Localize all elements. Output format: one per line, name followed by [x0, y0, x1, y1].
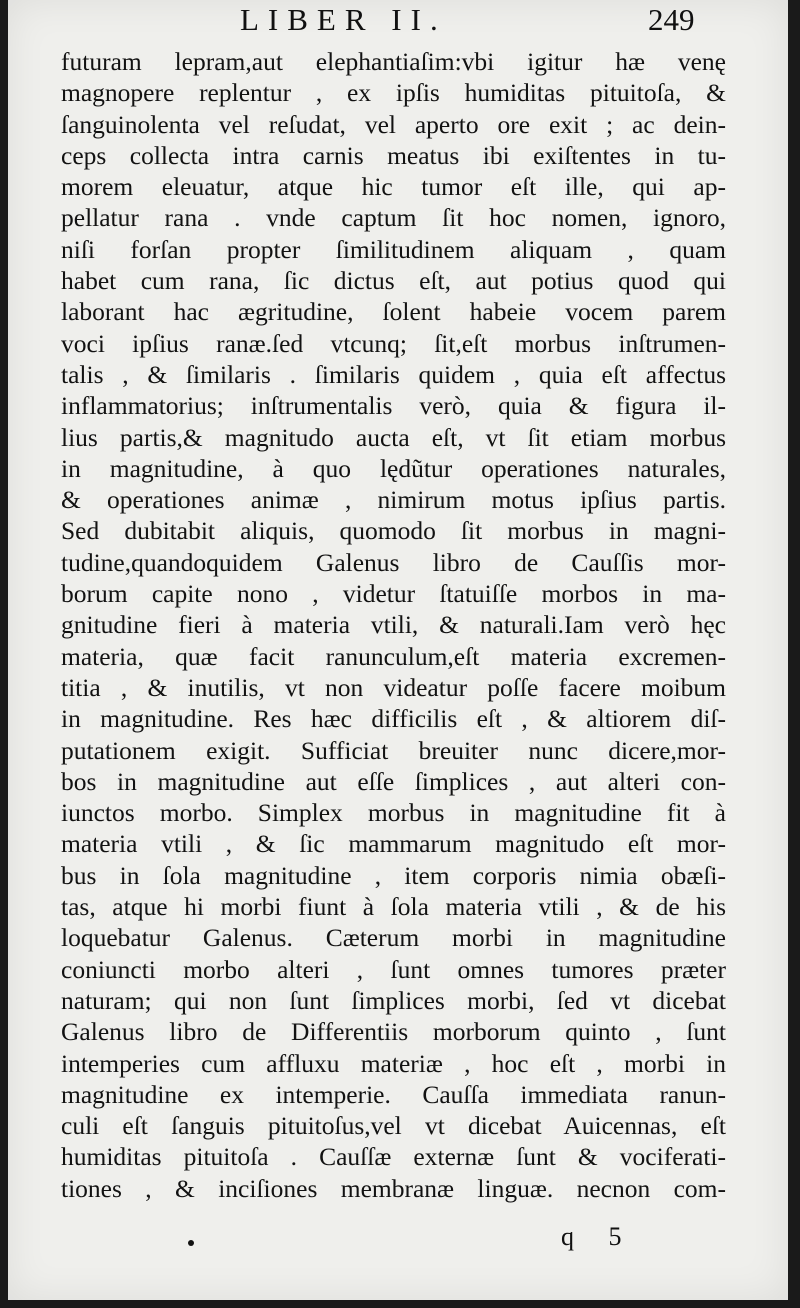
- text-line: humiditas pituitoſa . Cauſſæ externæ ſunt & vociferati-: [61, 1142, 726, 1172]
- text-line: morem eleuatur, atque hic tumor eſt ille, qui ap-: [61, 172, 726, 202]
- text-line: inflammatorius; inſtrumentalis verò, quia & figura il-: [61, 391, 726, 421]
- text-line: talis , & ſimilaris . ſimilaris quidem , quia eſt affectus: [61, 359, 726, 389]
- text-line: magnopere replentur , ex ipſis humiditas pituitoſa, &: [61, 78, 726, 108]
- text-line: naturam; qui non ſunt ſimplices morbi, ſed vt dicebat: [61, 985, 726, 1015]
- text-line: Sed dubitabit aliquis, quomodo ſit morbus in magni-: [61, 516, 726, 546]
- running-head: [8, 2, 788, 42]
- text-line: intemperies cum affluxu materiæ , hoc eſt , morbi in: [61, 1048, 726, 1078]
- text-line: iunctos morbo. Simplex morbus in magnitudine fit à: [61, 798, 726, 828]
- text-line: niſi forſan propter ſimilitudinem aliquam , quam: [61, 234, 726, 264]
- text-line: in magnitudine. Res hæc difficilis eſt , & altiorem diſ-: [61, 704, 726, 734]
- text-line: ceps collecta intra carnis meatus ibi exiſtentes in tu-: [61, 140, 726, 170]
- text-line: bus in ſola magnitudine , item corporis nimia obæſi-: [61, 860, 726, 890]
- text-line: titia , & inutilis, vt non videatur poſſe facere moibum: [61, 672, 726, 702]
- text-line: materia, quæ facit ranunculum,eſt materia excremen-: [61, 641, 726, 671]
- page-number: 249: [648, 2, 695, 37]
- text-line: laborant hac ægritudine, ſolent habeie vocem parem: [61, 297, 726, 327]
- text-line: culi eſt ſanguis pituitoſus,vel vt dicebat Auicennas, eſt: [61, 1111, 726, 1141]
- body-text: [61, 46, 726, 1204]
- text-line: coniuncti morbo alteri , ſunt omnes tumores præter: [61, 954, 726, 984]
- text-line: habet cum rana, ſic dictus eſt, aut potius quod qui: [61, 266, 726, 296]
- text-line: tudine,quandoquidem Galenus libro de Cauſſis mor-: [61, 547, 726, 577]
- text-line: bos in magnitudine aut eſſe ſimplices , aut alteri con-: [61, 766, 726, 796]
- text-line: gnitudine fieri à materia vtili, & naturali.Iam verò hęc: [61, 610, 726, 640]
- text-line: borum capite nono , videtur ſtatuiſſe morbos in ma-: [61, 579, 726, 609]
- ink-dot-mark: [188, 1240, 194, 1246]
- text-line: ſanguinolenta vel reſudat, vel aperto ore exit ; ac dein-: [61, 109, 726, 139]
- text-line: materia vtili , & ſic mammarum magnitudo eſt mor-: [61, 829, 726, 859]
- text-line: tas, atque hi morbi fiunt à ſola materia vtili , & de his: [61, 892, 726, 922]
- text-line: & operationes animæ , nimirum motus ipſius partis.: [61, 485, 726, 515]
- text-line: pellatur rana . vnde captum ſit hoc nomen, ignoro,: [61, 203, 726, 233]
- text-line: voci ipſius ranæ.ſed vtcunq; ſit,eſt morbus inſtrumen-: [61, 328, 726, 358]
- text-line: Galenus libro de Differentiis morborum quinto , ſunt: [61, 1017, 726, 1047]
- text-line: futuram lepram,aut elephantiaſim:vbi igitur hæ venę: [61, 47, 726, 76]
- text-line: magnitudine ex intemperie. Cauſſa immediata ranun-: [61, 1079, 726, 1109]
- text-line: in magnitudine, à quo lędũtur operationes naturales,: [61, 453, 726, 483]
- signature-mark: q 5: [561, 1222, 636, 1251]
- text-line: tiones , & inciſiones membranæ linguæ. necnon com-: [61, 1173, 726, 1203]
- text-line: lius partis,& magnitudo aucta eſt, vt ſit etiam morbus: [61, 422, 726, 452]
- text-line: loquebatur Galenus. Cæterum morbi in magnitudine: [61, 923, 726, 953]
- book-page: [8, 0, 788, 1300]
- text-line: putationem exigit. Sufficiat breuiter nunc dicere,mor-: [61, 735, 726, 765]
- running-title: LIBER II.: [240, 2, 447, 37]
